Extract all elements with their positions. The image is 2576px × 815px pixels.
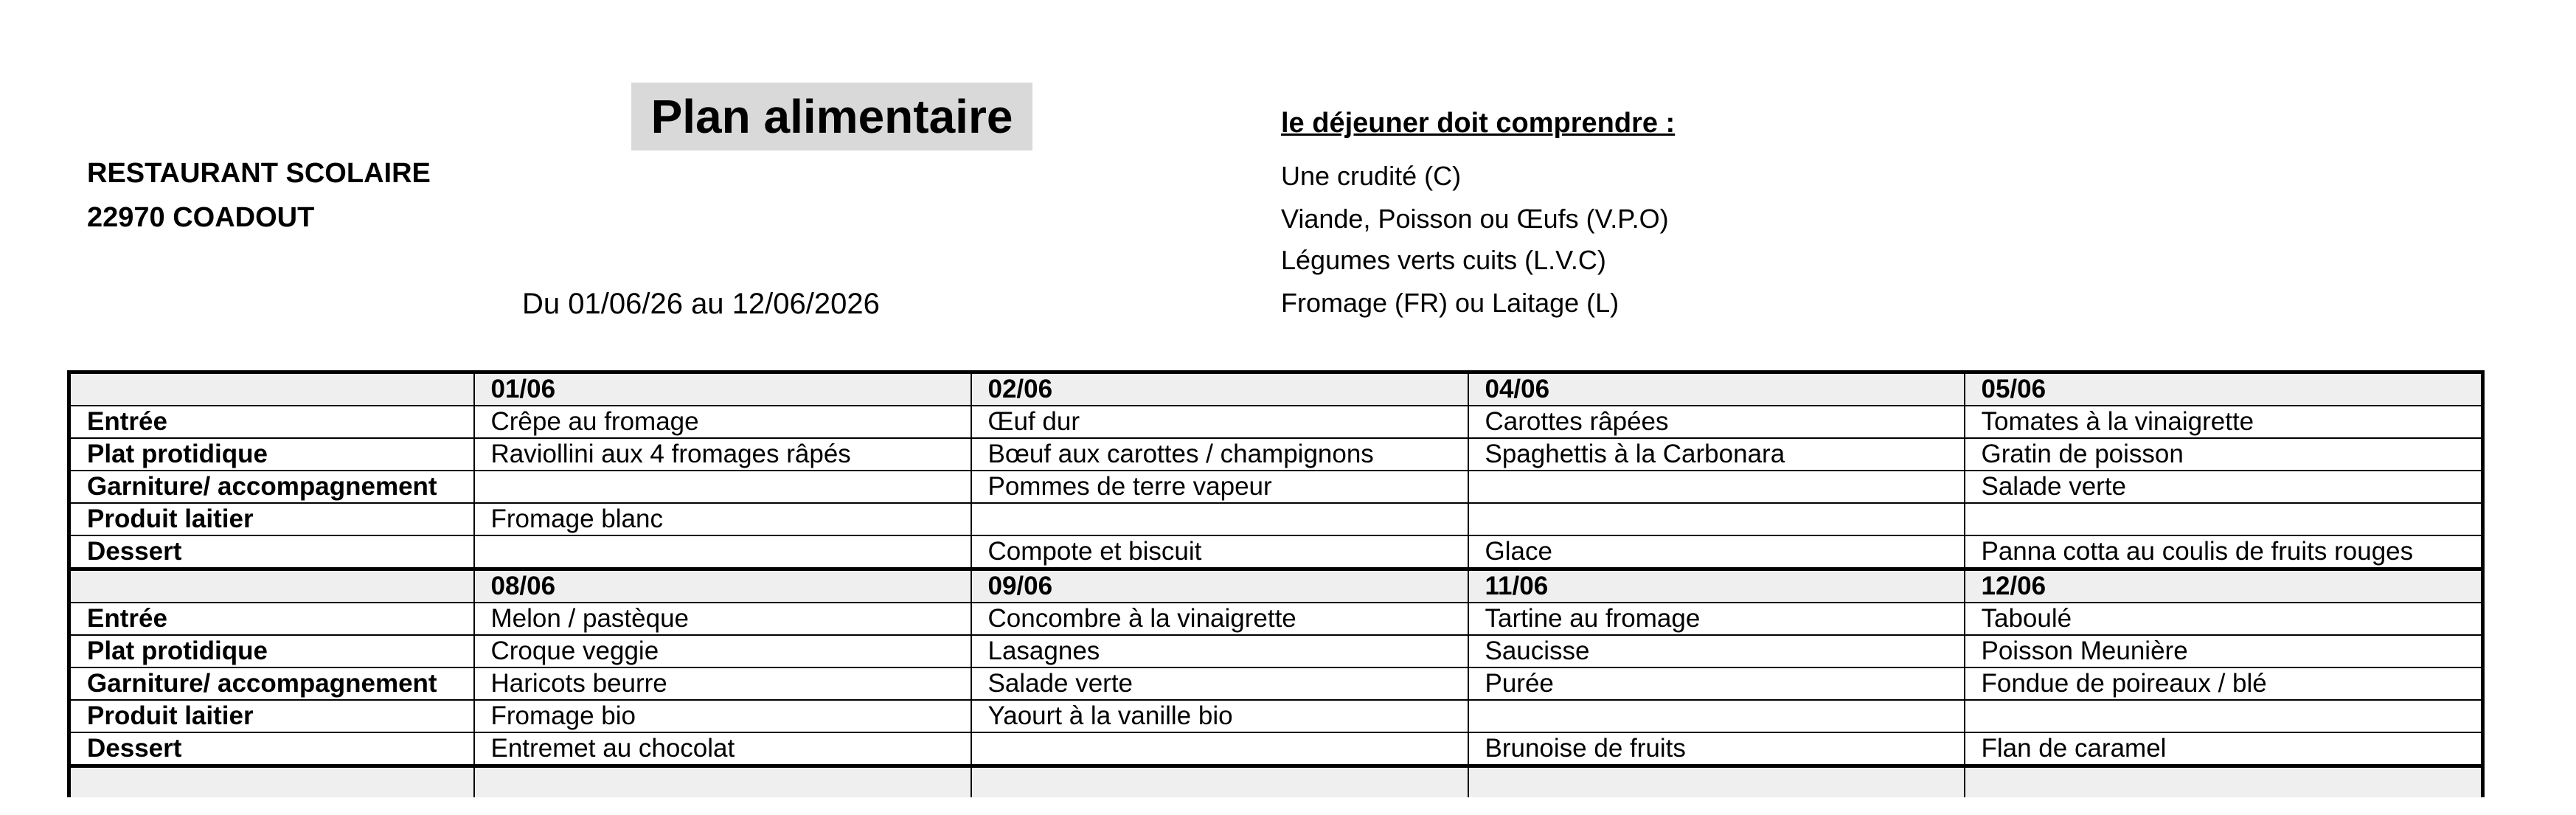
row-label: Entrée <box>69 406 474 438</box>
menu-cell <box>1468 471 1965 503</box>
table-row <box>69 635 2483 667</box>
row-label <box>69 766 474 798</box>
menu-cell <box>1468 700 1965 732</box>
menu-cell: Tartine au fromage <box>1468 603 1965 635</box>
row-label: Dessert <box>69 732 474 766</box>
row-label: Garniture/ accompagnement <box>69 667 474 700</box>
row-label: Dessert <box>69 535 474 569</box>
menu-cell <box>1965 700 2483 732</box>
week-date-row <box>69 372 2483 406</box>
requirement-item: Viande, Poisson ou Œufs (V.P.O) <box>1281 204 1669 234</box>
requirement-item: Fromage (FR) ou Laitage (L) <box>1281 288 1619 318</box>
menu-cell: Pommes de terre vapeur <box>971 471 1468 503</box>
menu-cell <box>474 535 971 569</box>
table-row <box>69 503 2483 535</box>
org-address: 22970 COADOUT <box>87 202 315 233</box>
menu-cell: Haricots beurre <box>474 667 971 700</box>
menu-table <box>67 370 2485 797</box>
table-row <box>69 700 2483 732</box>
requirement-item: Une crudité (C) <box>1281 161 1462 191</box>
page-title: Plan alimentaire <box>631 83 1032 150</box>
menu-cell: Compote et biscuit <box>971 535 1468 569</box>
menu-cell: Crêpe au fromage <box>474 406 971 438</box>
menu-cell <box>1965 503 2483 535</box>
date-cell: 01/06 <box>474 372 971 406</box>
menu-cell: Fondue de poireaux / blé <box>1965 667 2483 700</box>
menu-cell <box>971 503 1468 535</box>
date-cell: 05/06 <box>1965 372 2483 406</box>
menu-cell: Œuf dur <box>971 406 1468 438</box>
row-label: Plat protidique <box>69 438 474 471</box>
menu-cell: Poisson Meunière <box>1965 635 2483 667</box>
requirements-title: le déjeuner doit comprendre : <box>1281 108 1676 139</box>
table-row <box>69 471 2483 503</box>
menu-cell: Spaghettis à la Carbonara <box>1468 438 1965 471</box>
row-label: Produit laitier <box>69 503 474 535</box>
menu-cell: Purée <box>1468 667 1965 700</box>
table-row <box>69 603 2483 635</box>
menu-cell: Concombre à la vinaigrette <box>971 603 1468 635</box>
menu-cell: Melon / pastèque <box>474 603 971 635</box>
menu-cell: Salade verte <box>1965 471 2483 503</box>
date-cell <box>474 766 971 798</box>
menu-cell: Salade verte <box>971 667 1468 700</box>
menu-cell: Glace <box>1468 535 1965 569</box>
week-date-row <box>69 766 2483 798</box>
menu-cell: Croque veggie <box>474 635 971 667</box>
menu-cell: Taboulé <box>1965 603 2483 635</box>
menu-cell <box>474 471 971 503</box>
table-row <box>69 667 2483 700</box>
row-label: Garniture/ accompagnement <box>69 471 474 503</box>
menu-cell: Tomates à la vinaigrette <box>1965 406 2483 438</box>
date-cell <box>1468 766 1965 798</box>
row-label <box>69 372 474 406</box>
menu-cell <box>971 732 1468 766</box>
menu-cell: Panna cotta au coulis de fruits rouges <box>1965 535 2483 569</box>
row-label <box>69 569 474 603</box>
date-cell <box>1965 766 2483 798</box>
menu-cell: Brunoise de fruits <box>1468 732 1965 766</box>
menu-cell: Raviollini aux 4 fromages râpés <box>474 438 971 471</box>
week-date-row <box>69 569 2483 603</box>
date-cell: 02/06 <box>971 372 1468 406</box>
menu-cell: Lasagnes <box>971 635 1468 667</box>
table-row <box>69 438 2483 471</box>
menu-cell: Saucisse <box>1468 635 1965 667</box>
date-cell <box>971 766 1468 798</box>
menu-cell: Yaourt à la vanille bio <box>971 700 1468 732</box>
row-label: Entrée <box>69 603 474 635</box>
menu-cell: Fromage bio <box>474 700 971 732</box>
requirement-item: Légumes verts cuits (L.V.C) <box>1281 245 1606 275</box>
date-cell: 09/06 <box>971 569 1468 603</box>
row-label: Produit laitier <box>69 700 474 732</box>
menu-cell: Fromage blanc <box>474 503 971 535</box>
date-cell: 04/06 <box>1468 372 1965 406</box>
menu-cell: Gratin de poisson <box>1965 438 2483 471</box>
menu-cell: Carottes râpées <box>1468 406 1965 438</box>
row-label: Plat protidique <box>69 635 474 667</box>
date-cell: 12/06 <box>1965 569 2483 603</box>
menu-cell <box>1468 503 1965 535</box>
period-range: Du 01/06/26 au 12/06/2026 <box>522 288 880 320</box>
org-name: RESTAURANT SCOLAIRE <box>87 158 431 189</box>
date-cell: 11/06 <box>1468 569 1965 603</box>
menu-cell: Entremet au chocolat <box>474 732 971 766</box>
table-row <box>69 535 2483 569</box>
menu-cell: Flan de caramel <box>1965 732 2483 766</box>
table-row <box>69 406 2483 438</box>
date-cell: 08/06 <box>474 569 971 603</box>
menu-cell: Bœuf aux carottes / champignons <box>971 438 1468 471</box>
table-row <box>69 732 2483 766</box>
